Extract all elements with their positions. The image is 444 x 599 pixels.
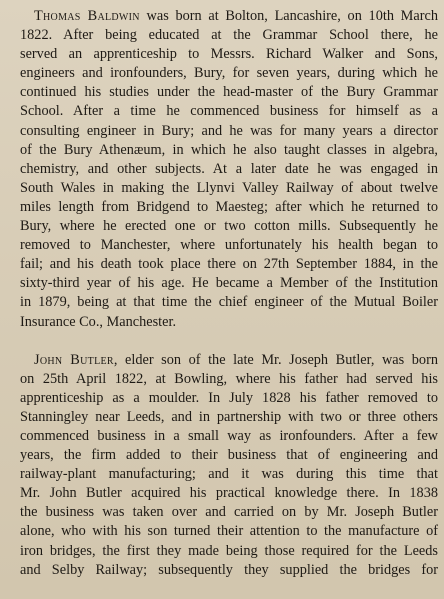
text-line: Thomas Baldwin was born at Bolton, Lancashire, on 10th March	[34, 8, 438, 24]
text-line: Stanningley near Leeds, and in partnership with two or three others	[20, 408, 438, 425]
text-line: fail; and his death took place there on 27th September 1884, in the	[20, 256, 438, 273]
memoir-entry	[20, 7, 438, 332]
memoir-entry	[20, 351, 438, 580]
person-name: John Butler	[34, 351, 114, 368]
text-line: on 25th April 1822, at Bowling, where his father had served his	[20, 370, 438, 387]
text-line: miles length from Bridgend to Maesteg; after which he returned to	[20, 198, 438, 215]
paragraph-gap	[20, 332, 438, 351]
text-line: sixty-third year of his age. He became a Member of the Institution	[20, 275, 438, 292]
text-line: Insurance Co., Manchester.	[20, 313, 177, 330]
text-line: of the Bury Athenæum, in which he also taught classes in algebra,	[20, 141, 438, 158]
text-line: in 1879, being at that time the chief engineer of the Mutual Boiler	[20, 294, 438, 311]
text-line: and Selby Railway; subsequently they supplied the bridges for	[20, 561, 438, 578]
text-line: commenced business in a small way as ironfounders. After a few	[20, 427, 438, 444]
text-line: South Wales in making the Llynvi Valley Railway of about twelve	[20, 179, 438, 196]
text-line: School. After a time he commenced business for himself as a	[20, 103, 438, 120]
text-line: chemistry, and other subjects. At a later date he was engaged in	[20, 160, 438, 177]
text-line: John Butler, elder son of the late Mr. Joseph Butler, was born	[34, 351, 438, 368]
text-line: removed to Manchester, where unfortunately his health began to	[20, 237, 438, 254]
text-line: apprenticeship as a moulder. In July 1828 his father removed to	[20, 389, 438, 406]
text-line: Bury, where he erected one or two cotton mills. Subsequently he	[20, 218, 438, 235]
text-line: alone, who with his son turned their attention to the manufacture of	[20, 523, 438, 540]
text-line: years, the firm added to their business that of engineering and	[20, 447, 438, 464]
person-name: Thomas Baldwin	[34, 8, 140, 24]
text-line: continued his studies under the head-master of the Bury Grammar	[20, 84, 438, 101]
text-line: 1822. After being educated at the Grammar School there, he	[20, 27, 438, 44]
text-line: the business was taken over and carried on by Mr. Joseph Butler	[20, 504, 438, 521]
text-line: railway-plant manufacturing; and it was during this time that	[20, 466, 438, 483]
text-line: iron bridges, the first they made being those required for the Leeds	[20, 542, 438, 559]
text-line: engineers and ironfounders, Bury, for seven years, during which he	[20, 65, 438, 82]
text-line: Mr. John Butler acquired his practical knowledge there. In 1838	[20, 485, 438, 502]
text-line: served an apprenticeship to Messrs. Richard Walker and Sons,	[20, 46, 438, 63]
text-line: consulting engineer in Bury; and he was for many years a director	[20, 122, 438, 139]
